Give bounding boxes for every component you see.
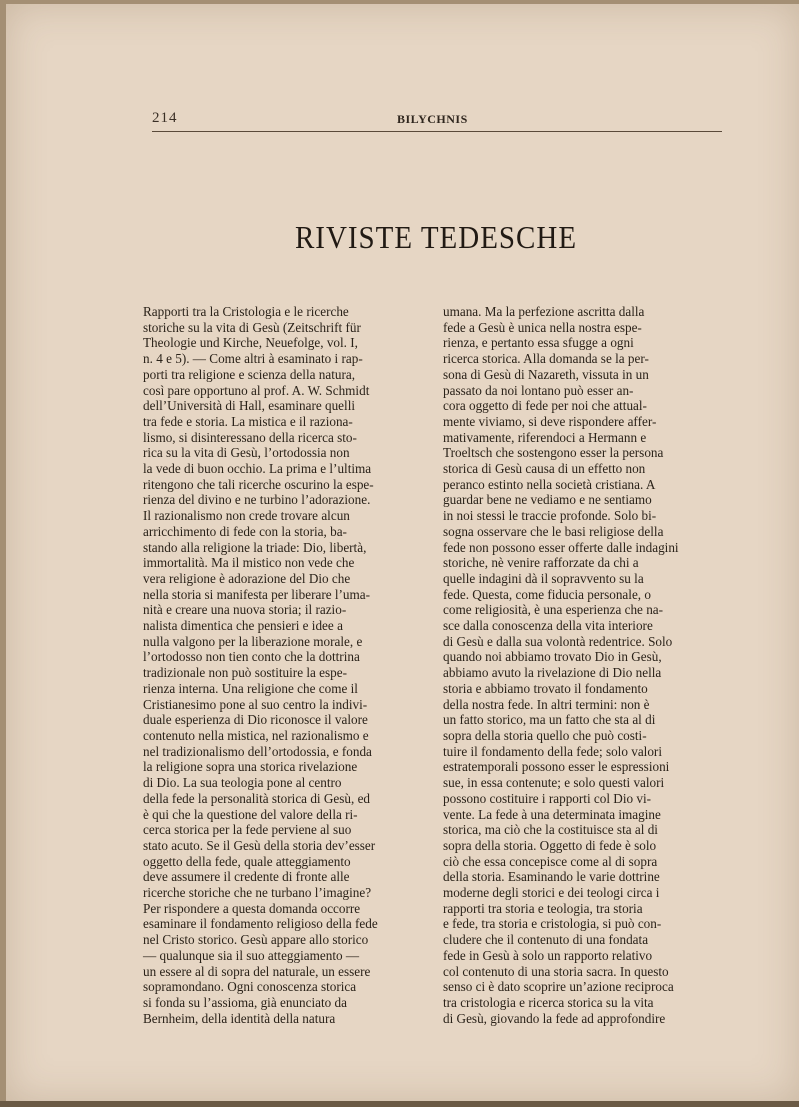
text-line: sue, in essa contenute; e solo questi valori	[443, 775, 665, 791]
text-line: Bernheim, della identità della natura	[143, 1010, 336, 1026]
text-line: vera religione è adorazione del Dio che	[143, 570, 351, 586]
text-line: quelle indagini dà il sopravvento su la	[443, 570, 644, 586]
text-line: sona di Gesù di Nazareth, vissuta in un	[443, 366, 649, 382]
text-line: fede a Gesù è unica nella nostra espe-	[443, 319, 642, 335]
right-column	[443, 304, 722, 1026]
text-line: esaminare il fondamento religioso della fede	[143, 916, 378, 932]
text-line: sopramondano. Ogni conoscenza storica	[143, 979, 357, 995]
text-line: porti tra religione e scienza della natura,	[143, 366, 355, 382]
text-line: storiche, nè venire rafforzate da chi a	[443, 555, 639, 571]
text-line: un essere al di sopra del naturale, un essere	[143, 963, 371, 979]
text-line: quando noi abbiamo trovato Dio in Gesù,	[443, 649, 662, 665]
text-line: sce dalla conoscenza della vita interiore	[443, 618, 653, 634]
text-line: fede non possono esser offerte dalle indagini	[443, 539, 679, 555]
text-line: nel Cristo storico. Gesù appare allo storico	[143, 932, 369, 948]
text-line: così pare opportuno al prof. A. W. Schmidt	[143, 382, 370, 398]
text-line: la vede di buon occhio. La prima e l’ultima	[143, 461, 372, 477]
text-line: umana. Ma la perfezione ascritta dalla	[443, 304, 645, 319]
text-line: della storia. Esaminando le varie dottrine	[443, 869, 660, 885]
running-head: BILYCHNIS	[397, 112, 468, 126]
text-line: contenuto nella mistica, nel razionalismo e	[143, 727, 369, 743]
text-line: passato da noi lontano può esser an-	[443, 382, 634, 398]
text-line: di Dio. La sua teologia pone al centro	[143, 775, 342, 791]
text-line: stato acuto. Se il Gesù della storia dev’esser	[143, 837, 376, 853]
text-line: col contenuto di una storia sacra. In questo	[443, 963, 669, 979]
text-line: un fatto storico, ma un fatto che sta al di	[443, 712, 656, 728]
text-line: tra cristologia e ricerca storica su la vita	[443, 994, 654, 1010]
text-line: storiche su la vita di Gesù (Zeitschrift für	[143, 319, 361, 335]
text-line: Per rispondere a questa domanda occorre	[143, 900, 361, 916]
text-line: tradizionale non può sostituire la espe-	[143, 665, 347, 681]
text-line: nella storia si manifesta per liberare l’uma-	[143, 586, 371, 602]
page-number: 214	[152, 110, 178, 126]
text-line: cora oggetto di fede per noi che attual-	[443, 398, 647, 414]
text-line: estratemporali possono esser le espressioni	[443, 759, 670, 775]
text-line: della fede la personalità storica di Gesù, ed	[143, 790, 371, 806]
text-line: nel tradizionalismo dell’ortodossia, e fonda	[143, 743, 372, 759]
text-line: ricerche storiche che ne turbano l’imagine?	[143, 885, 372, 901]
text-line: rienza interna. Una religione che come il	[143, 680, 358, 696]
text-line: fede. Questa, come fiducia personale, o	[443, 586, 651, 602]
text-line: ricerca storica. Alla domanda se la per-	[443, 351, 649, 367]
text-line: immortalità. Ma il mistico non vede che	[143, 555, 355, 571]
text-line: oggetto della fede, quale atteggiamento	[143, 853, 351, 869]
text-line: Theologie und Kirche, Neuefolge, vol. I,	[143, 335, 358, 351]
text-line: sopra della storia quello che può costi-	[443, 727, 647, 743]
text-line: e fede, tra storia e cristologia, si può con-	[443, 916, 662, 932]
text-line: ciò che essa concepisce come al di sopra	[443, 853, 658, 869]
text-line: di Gesù, giovando la fede ad approfondire	[443, 1010, 666, 1026]
text-line: come religiosità, è una esperienza che na-	[443, 602, 664, 618]
text-line: di Gesù e dalla sua volontà redentrice. Solo	[443, 633, 673, 649]
text-line: abbiamo avuto la rivelazione di Dio nella	[443, 665, 662, 681]
text-line: storica, ma ciò che la costituisce sta al di	[443, 822, 658, 838]
text-line: cerca storica per la fede perviene al suo	[143, 822, 352, 838]
text-line: rapporti tra storia e teologia, tra storia	[443, 900, 643, 916]
text-line: sopra della storia. Oggetto di fede è solo	[443, 837, 657, 853]
text-line: stando alla religione la triade: Dio, libertà,	[143, 539, 367, 555]
text-line: — qualunque sia il suo atteggiamento —	[143, 947, 360, 963]
text-line: l’ortodosso non tien conto che la dottrina	[143, 649, 360, 665]
text-line: ritengono che tali ricerche oscurino la espe-	[143, 476, 374, 492]
text-line: lismo, si disinteressano della ricerca sto-	[143, 429, 357, 445]
text-line: tuire il fondamento della fede; solo valori	[443, 743, 662, 759]
left-column	[143, 304, 420, 1026]
header-rule	[152, 131, 722, 132]
text-line: dell’Università di Hall, esaminare quelli	[143, 398, 356, 414]
text-line: rienza del divino e ne turbino l’adorazione.	[143, 492, 371, 508]
page-header	[152, 110, 724, 130]
text-line: cludere che il contenuto di una fondata	[443, 932, 649, 948]
text-line: nulla valgono per la liberazione morale, e	[143, 633, 363, 649]
text-line: si fonda su l’assioma, già enunciato da	[143, 994, 347, 1010]
text-line: nità e creare una nuova storia; il razio-	[143, 602, 347, 618]
text-line: n. 4 e 5). — Come altri à esaminato i rap-	[143, 351, 363, 367]
text-line: storica di Gesù causa di un effetto non	[443, 461, 646, 477]
text-line: la religione sopra una storica rivelazione	[143, 759, 358, 775]
text-line: in noi stessi le traccie profonde. Solo bi-	[443, 508, 657, 524]
text-line: Troeltsch che sostengono esser la persona	[443, 445, 664, 461]
text-line: della nostra fede. In altri termini: non è	[443, 696, 650, 712]
text-line: moderne degli storici e dei teologi circa i	[443, 885, 660, 901]
text-line: Cristianesimo pone al suo centro la indivi-	[143, 696, 368, 712]
text-line: deve assumere il credente di fronte alle	[143, 869, 350, 885]
text-line: mativamente, riferendoci a Hermann e	[443, 429, 647, 445]
page-edge	[0, 1101, 799, 1107]
text-line: sogna osservare che le basi religiose della	[443, 523, 664, 539]
text-line: rienza, e pertanto essa sfugge a ogni	[443, 335, 634, 351]
text-line: mente viviamo, si deve rispondere affer-	[443, 413, 657, 429]
section-title: RIVISTE TEDESCHE	[294, 220, 578, 256]
text-line: possono costituire i rapporti col Dio vi-	[443, 790, 652, 806]
text-line: peranco estinto nella società cristiana. A	[443, 476, 656, 492]
text-line: storia e abbiamo trovato il fondamento	[443, 680, 648, 696]
text-line: fede in Gesù à solo un rapporto relativo	[443, 947, 653, 963]
text-line: senso ci è dato scoprire un’azione reciproca	[443, 979, 674, 995]
text-line: arricchimento di fede con la storia, ba-	[143, 523, 347, 539]
text-line: Il razionalismo non crede trovare alcun	[143, 508, 350, 524]
text-line: Rapporti tra la Cristologia e le ricerche	[143, 304, 349, 319]
text-line: duale esperienza di Dio riconosce il valore	[143, 712, 368, 728]
text-line: guardar bene ne vediamo e ne sentiamo	[443, 492, 652, 508]
text-line: vente. La fede à una determinata imagine	[443, 806, 661, 822]
text-line: tra fede e storia. La mistica e il raziona-	[143, 413, 353, 429]
text-line: rica su la vita di Gesù, l’ortodossia non	[143, 445, 350, 461]
text-line: nalista dimentica che pensieri e idee a	[143, 618, 343, 634]
text-line: è qui che la questione del valore della ri-	[143, 806, 358, 822]
